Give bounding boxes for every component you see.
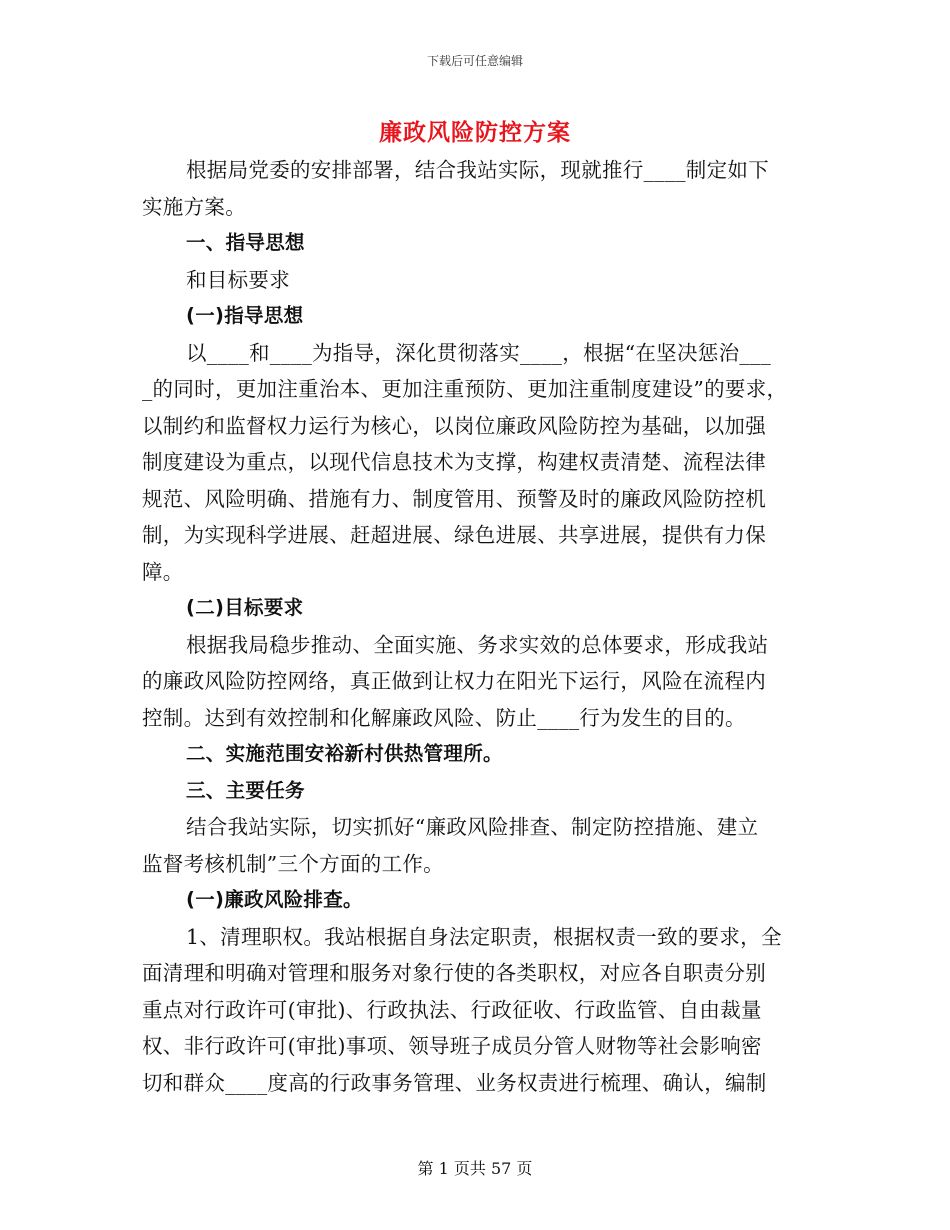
document-title: 廉政风险防控方案 <box>379 119 571 146</box>
paragraph-line: 和目标要求 <box>186 267 290 292</box>
paragraph-line: 监督考核机制”三个方面的工作。 <box>142 851 444 876</box>
section-heading: (一)指导思想 <box>186 304 304 327</box>
paragraph-line: 根据我局稳步推动、全面实施、务求实效的总体要求，形成我站 <box>186 632 769 657</box>
section-heading: 三、主要任务 <box>186 778 305 802</box>
paragraph-line: 控制。达到有效控制和化解廉政风险、防止____行为发生的目的。 <box>142 705 746 730</box>
paragraph-line: 权、非行政许可(审批)事项、领导班子成员分管人财物等社会影响密 <box>142 1034 762 1058</box>
paragraph-line: 障。 <box>142 559 184 584</box>
paragraph-line: 切和群众____度高的行政事务管理、业务权责进行梳理、确认，编制 <box>142 1070 767 1095</box>
paragraph-line: _的同时，更加注重治本、更加注重预防、更加注重制度建设”的要求， <box>142 377 788 401</box>
section-heading: (一)廉政风险排查。 <box>186 888 363 911</box>
paragraph-line: 面清理和明确对管理和服务对象行使的各类职权，对应各自职责分别 <box>142 961 766 985</box>
paragraph-line: 实施方案。 <box>142 194 246 219</box>
section-heading: (二)目标要求 <box>186 596 304 619</box>
page-footer: 第 1 页共 57 页 <box>417 1159 533 1178</box>
paragraph-line: 重点对行政许可(审批)、行政执法、行政征收、行政监管、自由裁量 <box>142 997 762 1022</box>
section-heading: 一、指导思想 <box>186 231 305 254</box>
section-heading: 二、实施范围安裕新村供热管理所。 <box>186 742 503 765</box>
paragraph-line: 根据局党委的安排部署，结合我站实际，现就推行____制定如下 <box>186 158 769 182</box>
header-note: 下载后可任意编辑 <box>426 54 523 68</box>
paragraph-line: 以____和____为指导，深化贯彻落实____，根据“在坚决惩治___ <box>186 340 772 365</box>
paragraph-line: 的廉政风险防控网络，真正做到让权力在阳光下运行，风险在流程内 <box>142 669 766 693</box>
paragraph-line: 规范、风险明确、措施有力、制度管用、预警及时的廉政风险防控机 <box>142 486 766 511</box>
paragraph-line: 1、清理职权。我站根据自身法定职责，根据权责一致的要求，全 <box>186 924 782 949</box>
paragraph-line: 制，为实现科学进展、赶超进展、绿色进展、共享进展，提供有力保 <box>142 523 766 547</box>
paragraph-line: 结合我站实际，切实抓好“廉政风险排查、制定防控措施、建立 <box>186 815 759 839</box>
paragraph-line: 制度建设为重点，以现代信息技术为支撑，构建权责清楚、流程法律 <box>142 450 766 474</box>
paragraph-line: 以制约和监督权力运行为核心，以岗位廉政风险防控为基础，以加强 <box>142 413 766 438</box>
document-body <box>142 152 822 1101</box>
